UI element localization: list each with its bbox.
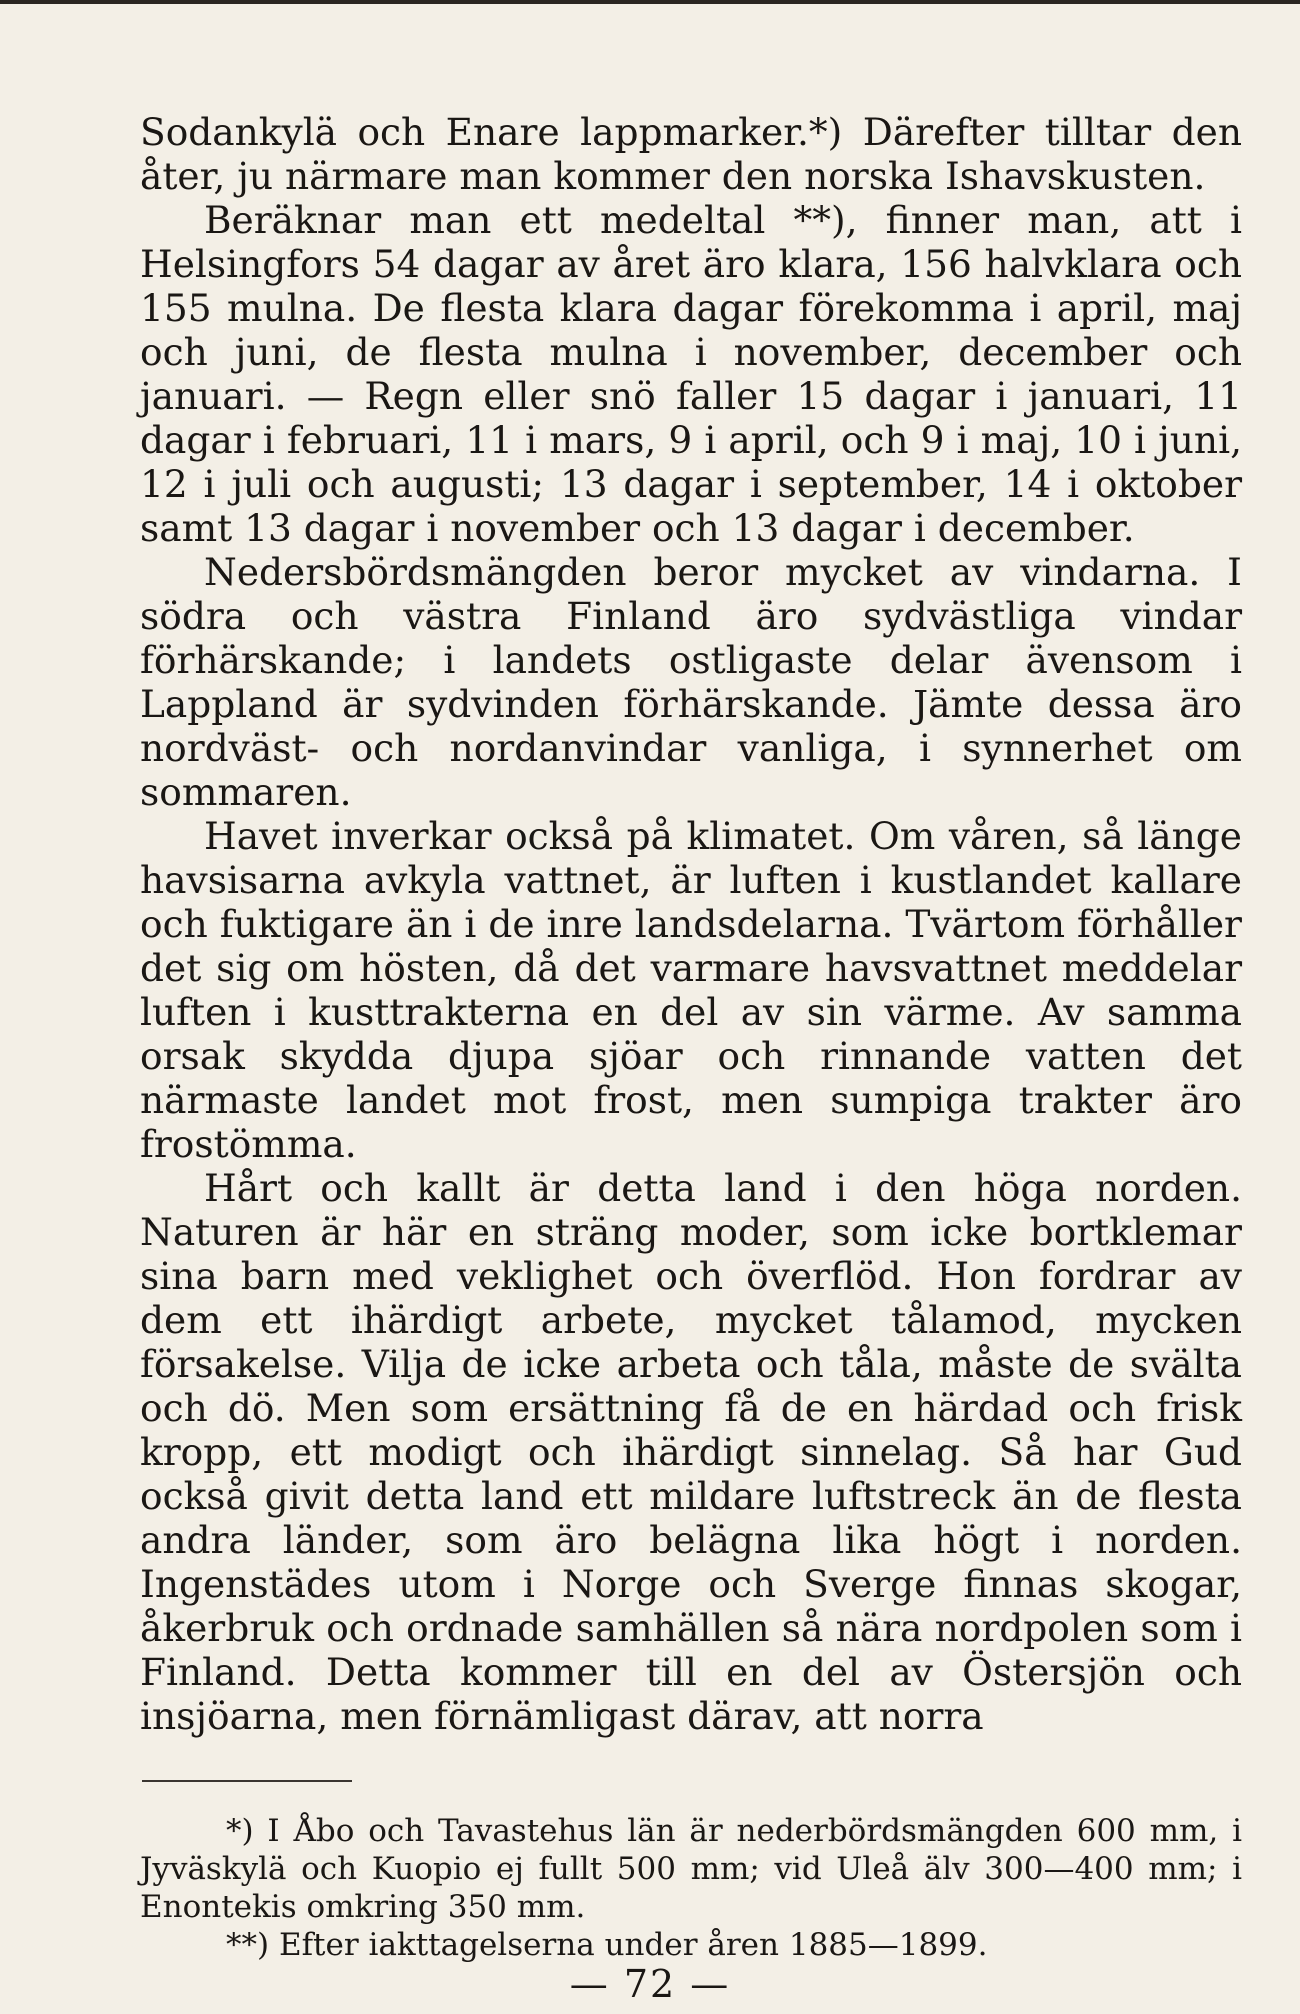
footnote-divider — [142, 1780, 352, 1782]
paragraph-1: Sodankylä och Enare lappmarker.*) Därefter tilltar den åter, ju närmare man kommer den norska Ishavskusten. — [140, 110, 1242, 198]
paragraph-4: Havet inverkar också på klimatet. Om våren, så länge havsisarna avkyla vattnet, är luften i kustlandet kallare och fuktigare än i de inre landsdelarna. Tvärtom förhåller det sig om hösten, då det varmare havsvattnet meddelar luften i kusttrakterna en del av sin värme. Av samma orsak skydda djupa sjöar och rinnande vatten det närmaste landet mot frost, men sumpiga trakter äro frostömma. — [140, 814, 1242, 1166]
page-number: — 72 — — [569, 1962, 731, 2006]
paragraph-5: Hårt och kallt är detta land i den höga norden. Naturen är här en sträng moder, som icke bortklemar sina barn med veklighet och överflöd. Hon fordrar av dem ett ihärdigt arbete, mycket tålamod, mycken försakelse. Vilja de icke arbeta och tåla, måste de svälta och dö. Men som ersättning få de en härdad och frisk kropp, ett modigt och ihärdigt sinnelag. Så har Gud också givit detta land ett mildare luftstreck än de flesta andra länder, som äro belägna lika högt i norden. Ingenstädes utom i Norge och Sverge finnas skogar, åkerbruk och ordnade samhällen så nära nordpolen som i Finland. Detta kommer till en del av Östersjön och insjöarna, men förnämligast därav, att norra — [140, 1166, 1242, 1738]
footnotes — [140, 1812, 1242, 1964]
book-page — [140, 110, 1242, 1964]
paragraph-3: Nedersbördsmängden beror mycket av vindarna. I södra och västra Finland äro sydvästliga vindar förhärskande; i landets ostligaste delar ävensom i Lappland är sydvinden förhärskande. Jämte dessa äro nordväst- och nordanvindar vanliga, i synnerhet om sommaren. — [140, 550, 1242, 814]
body-text — [140, 110, 1242, 1738]
paragraph-2: Beräknar man ett medeltal **), finner man, att i Helsingfors 54 dagar av året äro klara, 156 halvklara och 155 mulna. De flesta klara dagar förekomma i april, maj och juni, de flesta mulna i november, december och januari. — Regn eller snö faller 15 dagar i januari, 11 dagar i februari, 11 i mars, 9 i april, och 9 i maj, 10 i juni, 12 i juli och augusti; 13 dagar i september, 14 i oktober samt 13 dagar i november och 13 dagar i december. — [140, 198, 1242, 550]
page-top-border — [0, 0, 1300, 4]
footnote-2: **) Efter iakttagelserna under åren 1885—1899. — [226, 1927, 988, 1963]
footnote-1: *) I Åbo och Tavastehus län är nederbördsmängden 600 mm, i Jyväskylä och Kuopio ej fullt 500 mm; vid Uleå älv 300—400 mm; i Enontekis omkring 350 mm. — [140, 1813, 1242, 1925]
